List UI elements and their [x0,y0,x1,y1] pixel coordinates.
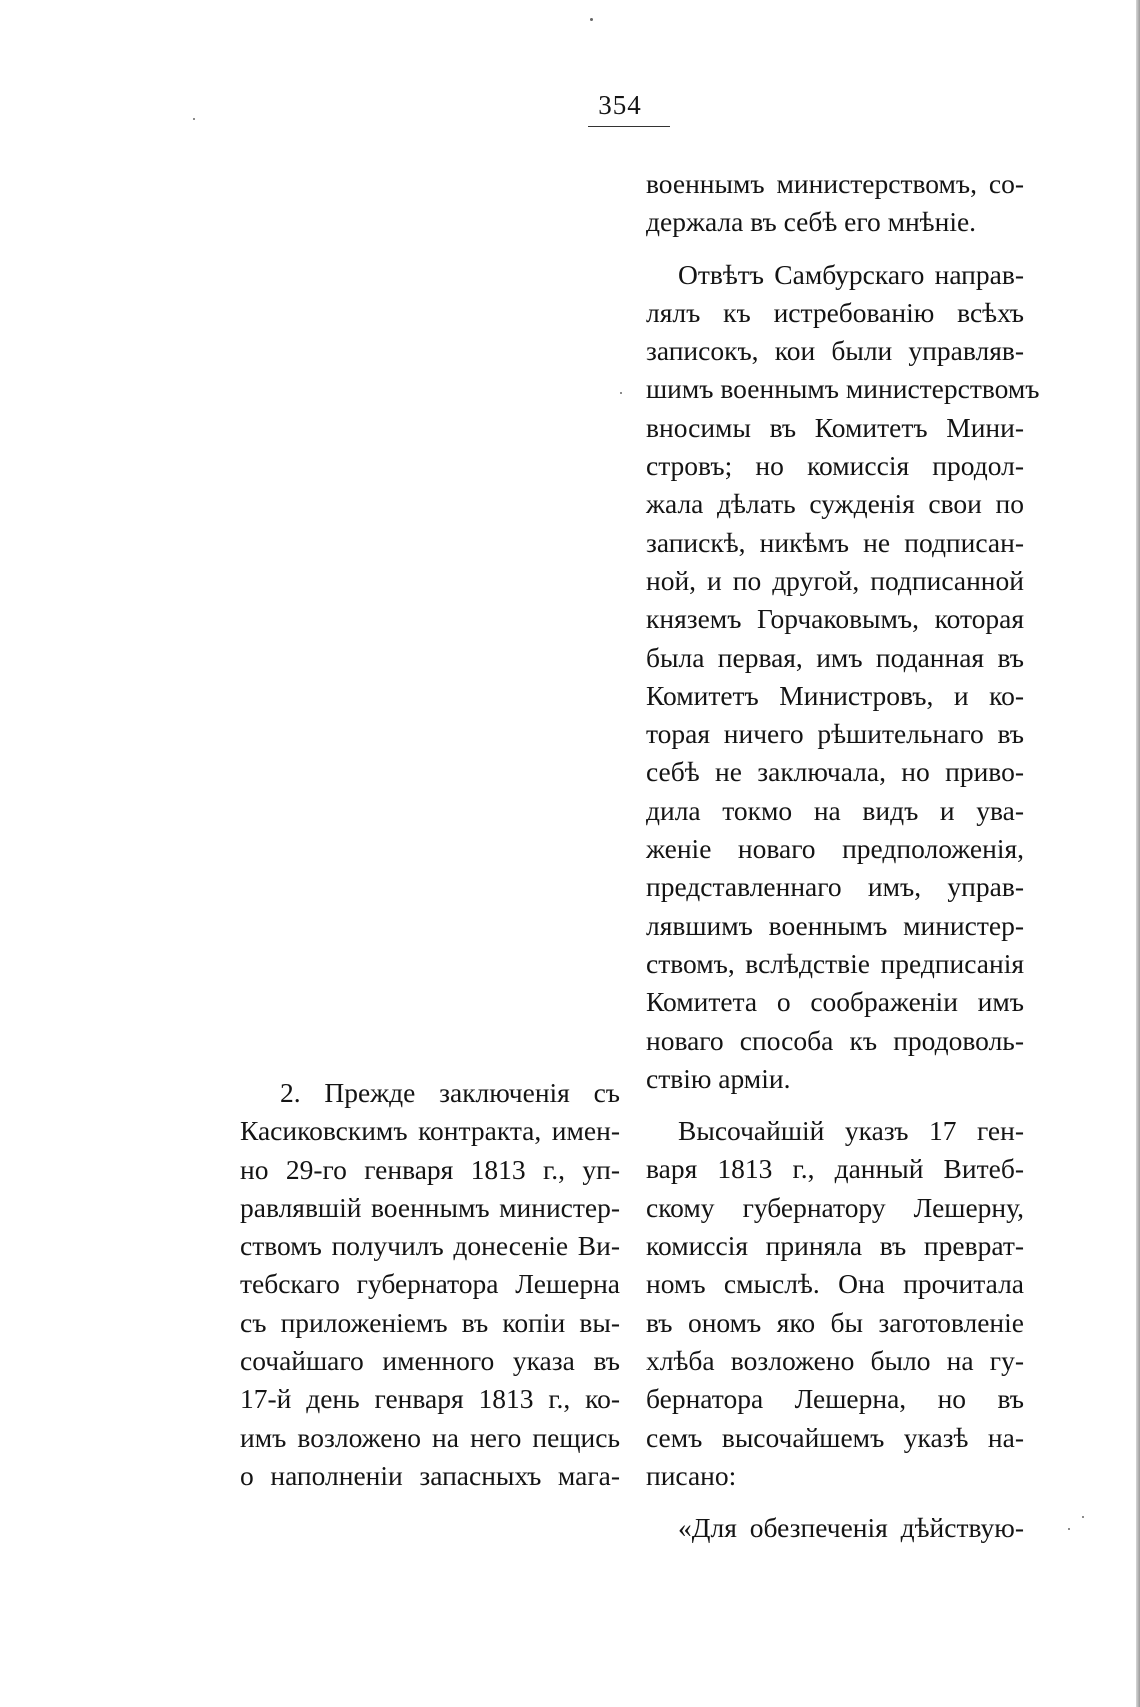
text-line: сочайшаго именного указа въ [240,1345,620,1377]
text-line: писано: [646,1459,737,1491]
text-line: въ ономъ яко бы заготовленіе [646,1306,1024,1338]
text-line: дила токмо на видъ и ува- [646,794,1024,826]
text-line: вносимы въ Комитетъ Мини- [646,411,1024,443]
text-line: лялъ къ истребованію всѣхъ [646,296,1024,328]
text-line: торая ничего рѣшительнаго въ [646,718,1024,750]
scan-speck [590,18,593,21]
right-paragraph-1 [646,165,1024,242]
text-line: Касиковскимъ контракта, имен- [240,1115,620,1147]
text-line: представленнаго имъ, управ- [646,871,1024,903]
text-line: номъ смыслѣ. Она прочитала [646,1268,1024,1300]
text-line: бернатора Лешерна, но въ [646,1383,1024,1415]
text-line: ствомъ получилъ донесеніе Ви- [240,1230,620,1262]
scan-speck [1082,1516,1084,1518]
text-line: лявшимъ военнымъ министер- [646,909,1024,941]
text-line: была первая, имъ поданная въ [646,641,1024,673]
left-column [240,1074,620,1495]
right-column [646,165,1040,1547]
text-line: имъ возложено на него пещись [240,1421,620,1453]
text-line: шимъ военнымъ министерствомъ [646,373,1040,405]
text-line: жала дѣлать сужденія свои по [646,488,1024,520]
page-edge-shadow [1136,0,1140,1707]
text-line: Высочайшій указъ 17 ген- [678,1115,1024,1147]
text-line: равлявшій военнымъ министер- [240,1191,620,1223]
text-line: Отвѣтъ Самбурскаго направ- [678,258,1024,290]
text-line: тебскаго губернатора Лешерна [240,1268,620,1300]
text-line: семъ высочайшемъ указѣ на- [646,1421,1024,1453]
page-number-rule [588,126,670,127]
text-line: скому губернатору Лешерну, [646,1191,1024,1223]
right-paragraph-2 [646,256,1040,1099]
text-line: но 29-го генваря 1813 г., уп- [240,1153,620,1185]
text-line: княземъ Горчаковымъ, которая [646,603,1024,635]
text-line: хлѣба возложено было на гу- [646,1344,1024,1376]
text-line: Комитета о соображеніи имъ [646,986,1024,1018]
text-line: Комитетъ Министровъ, и ко- [646,679,1024,711]
text-line: съ приложеніемъ въ копіи вы- [240,1306,620,1338]
text-line: ствомъ, вслѣдствіе предписанія [646,947,1024,979]
text-line: варя 1813 г., данный Витеб- [646,1153,1024,1185]
text-line: ной, и по другой, подписанной [646,564,1024,596]
text-line: ствію арміи. [646,1062,791,1094]
text-line: о наполненіи запасныхъ мага- [240,1459,620,1491]
right-paragraph-3 [646,1112,1024,1495]
text-line: военнымъ министерствомъ, со- [646,168,1024,199]
text-line: «Для обезпеченія дѣйствую- [678,1512,1024,1544]
text-line: женіе новаго предположенія, [646,833,1024,865]
scan-speck [193,118,195,120]
text-line: записокъ, кои были управляв- [646,335,1024,367]
scan-speck [1068,1528,1070,1530]
text-line: новаго способа къ продоволь- [646,1024,1024,1056]
left-paragraph [240,1074,620,1495]
text-line: запискѣ, никѣмъ не подписан- [646,526,1024,558]
text-line: держала въ себѣ его мнѣніе. [646,206,977,238]
text-line: комиссія приняла въ преврат- [646,1230,1024,1262]
text-line: себѣ не заключала, но приво- [646,756,1024,788]
text-line: 2. Прежде заключенія съ [280,1077,620,1108]
text-line: стровъ; но комиссія продол- [646,450,1024,482]
page-number: 354 [598,90,642,120]
scan-speck [620,392,622,394]
right-paragraph-4 [646,1509,1024,1547]
text-line: 17-й день генваря 1813 г., ко- [240,1383,620,1415]
